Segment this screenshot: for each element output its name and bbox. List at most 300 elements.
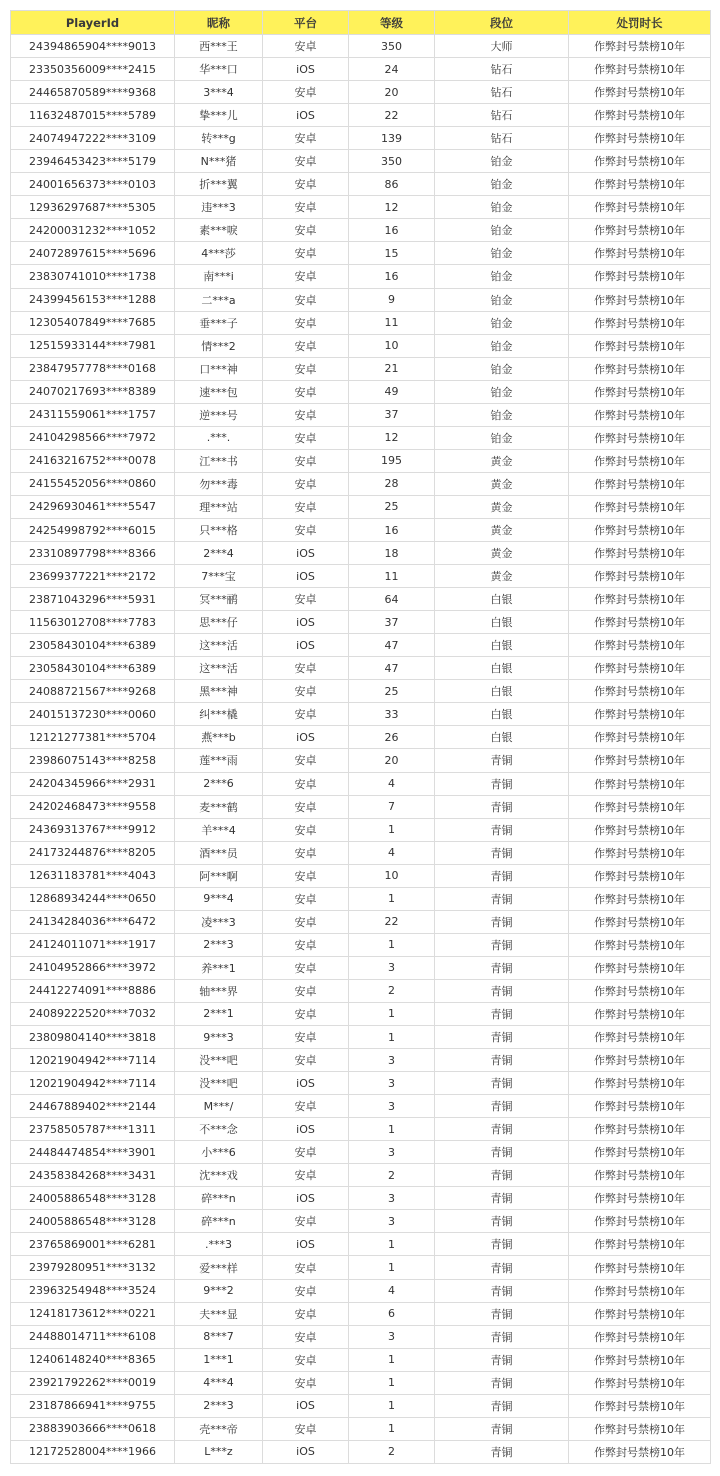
cell-platform: 安卓 bbox=[263, 127, 349, 150]
cell-player-id: 24465870589****9368 bbox=[11, 81, 175, 104]
cell-level: 2 bbox=[349, 1440, 435, 1463]
cell-level: 1 bbox=[349, 1233, 435, 1256]
cell-player-id: 23963254948****3524 bbox=[11, 1279, 175, 1302]
cell-player-id: 24155452056****0860 bbox=[11, 472, 175, 495]
cell-penalty: 作弊封号禁榜10年 bbox=[569, 426, 711, 449]
cell-nickname: 夫***显 bbox=[175, 1302, 263, 1325]
header-row bbox=[11, 11, 711, 35]
table-row bbox=[11, 703, 711, 726]
cell-penalty: 作弊封号禁榜10年 bbox=[569, 864, 711, 887]
table-row bbox=[11, 1072, 711, 1095]
cell-level: 12 bbox=[349, 196, 435, 219]
cell-level: 3 bbox=[349, 1187, 435, 1210]
cell-player-id: 24311559061****1757 bbox=[11, 403, 175, 426]
cell-nickname: 3***4 bbox=[175, 81, 263, 104]
cell-player-id: 24254998792****6015 bbox=[11, 518, 175, 541]
cell-platform: iOS bbox=[263, 1187, 349, 1210]
cell-level: 3 bbox=[349, 1325, 435, 1348]
cell-platform: 安卓 bbox=[263, 1371, 349, 1394]
cell-player-id: 12021904942****7114 bbox=[11, 1049, 175, 1072]
cell-penalty: 作弊封号禁榜10年 bbox=[569, 196, 711, 219]
cell-rank: 青铜 bbox=[435, 956, 569, 979]
cell-level: 28 bbox=[349, 472, 435, 495]
table-row bbox=[11, 933, 711, 956]
cell-nickname: 小***6 bbox=[175, 1141, 263, 1164]
cell-penalty: 作弊封号禁榜10年 bbox=[569, 933, 711, 956]
cell-rank: 青铜 bbox=[435, 818, 569, 841]
cell-rank: 青铜 bbox=[435, 1233, 569, 1256]
cell-penalty: 作弊封号禁榜10年 bbox=[569, 1026, 711, 1049]
cell-penalty: 作弊封号禁榜10年 bbox=[569, 1118, 711, 1141]
cell-level: 86 bbox=[349, 173, 435, 196]
cell-penalty: 作弊封号禁榜10年 bbox=[569, 81, 711, 104]
table-row bbox=[11, 472, 711, 495]
table-row bbox=[11, 1095, 711, 1118]
cell-platform: 安卓 bbox=[263, 242, 349, 265]
cell-penalty: 作弊封号禁榜10年 bbox=[569, 127, 711, 150]
table-row bbox=[11, 588, 711, 611]
cell-level: 37 bbox=[349, 611, 435, 634]
cell-rank: 青铜 bbox=[435, 1279, 569, 1302]
cell-platform: iOS bbox=[263, 1233, 349, 1256]
cell-penalty: 作弊封号禁榜10年 bbox=[569, 1049, 711, 1072]
cell-rank: 白银 bbox=[435, 588, 569, 611]
table-row bbox=[11, 196, 711, 219]
table-row bbox=[11, 150, 711, 173]
cell-level: 3 bbox=[349, 1141, 435, 1164]
cell-rank: 青铜 bbox=[435, 1210, 569, 1233]
cell-level: 1 bbox=[349, 1118, 435, 1141]
cell-nickname: 江***书 bbox=[175, 449, 263, 472]
cell-player-id: 23921792262****0019 bbox=[11, 1371, 175, 1394]
cell-platform: 安卓 bbox=[263, 1164, 349, 1187]
cell-rank: 铂金 bbox=[435, 265, 569, 288]
table-row bbox=[11, 1417, 711, 1440]
cell-nickname: 9***4 bbox=[175, 887, 263, 910]
cell-level: 22 bbox=[349, 910, 435, 933]
table-row bbox=[11, 58, 711, 81]
cell-penalty: 作弊封号禁榜10年 bbox=[569, 242, 711, 265]
cell-nickname: 碎***n bbox=[175, 1187, 263, 1210]
cell-penalty: 作弊封号禁榜10年 bbox=[569, 1440, 711, 1463]
cell-rank: 铂金 bbox=[435, 334, 569, 357]
cell-level: 16 bbox=[349, 265, 435, 288]
cell-rank: 青铜 bbox=[435, 1095, 569, 1118]
cell-penalty: 作弊封号禁榜10年 bbox=[569, 657, 711, 680]
cell-rank: 铂金 bbox=[435, 426, 569, 449]
cell-rank: 铂金 bbox=[435, 242, 569, 265]
cell-penalty: 作弊封号禁榜10年 bbox=[569, 703, 711, 726]
cell-platform: 安卓 bbox=[263, 449, 349, 472]
cell-rank: 青铜 bbox=[435, 1026, 569, 1049]
cell-level: 9 bbox=[349, 288, 435, 311]
cell-platform: 安卓 bbox=[263, 219, 349, 242]
cell-platform: 安卓 bbox=[263, 472, 349, 495]
cell-rank: 白银 bbox=[435, 611, 569, 634]
table-row bbox=[11, 265, 711, 288]
cell-player-id: 24467889402****2144 bbox=[11, 1095, 175, 1118]
cell-nickname: 燕***b bbox=[175, 726, 263, 749]
cell-level: 18 bbox=[349, 542, 435, 565]
table-row bbox=[11, 749, 711, 772]
table-row bbox=[11, 1049, 711, 1072]
header-level: 等级 bbox=[349, 11, 435, 35]
cell-nickname: 这***活 bbox=[175, 634, 263, 657]
cell-player-id: 11563012708****7783 bbox=[11, 611, 175, 634]
cell-nickname: 4***4 bbox=[175, 1371, 263, 1394]
cell-player-id: 24001656373****0103 bbox=[11, 173, 175, 196]
cell-rank: 黄金 bbox=[435, 472, 569, 495]
cell-player-id: 24488014711****6108 bbox=[11, 1325, 175, 1348]
cell-nickname: 壳***帝 bbox=[175, 1417, 263, 1440]
table-row bbox=[11, 887, 711, 910]
cell-level: 49 bbox=[349, 380, 435, 403]
cell-rank: 铂金 bbox=[435, 311, 569, 334]
cell-nickname: 碎***n bbox=[175, 1210, 263, 1233]
cell-rank: 白银 bbox=[435, 680, 569, 703]
cell-platform: 安卓 bbox=[263, 772, 349, 795]
cell-player-id: 24104298566****7972 bbox=[11, 426, 175, 449]
cell-platform: 安卓 bbox=[263, 81, 349, 104]
cell-rank: 钻石 bbox=[435, 104, 569, 127]
table-body bbox=[11, 35, 711, 1464]
cell-level: 350 bbox=[349, 150, 435, 173]
cell-penalty: 作弊封号禁榜10年 bbox=[569, 565, 711, 588]
cell-penalty: 作弊封号禁榜10年 bbox=[569, 1187, 711, 1210]
cell-rank: 青铜 bbox=[435, 1187, 569, 1210]
cell-rank: 黄金 bbox=[435, 542, 569, 565]
cell-player-id: 24005886548****3128 bbox=[11, 1210, 175, 1233]
cell-nickname: 2***4 bbox=[175, 542, 263, 565]
cell-player-id: 24200031232****1052 bbox=[11, 219, 175, 242]
cell-platform: iOS bbox=[263, 104, 349, 127]
cell-nickname: 情***2 bbox=[175, 334, 263, 357]
cell-level: 350 bbox=[349, 35, 435, 58]
cell-player-id: 23187866941****9755 bbox=[11, 1394, 175, 1417]
table-row bbox=[11, 657, 711, 680]
cell-level: 1 bbox=[349, 1026, 435, 1049]
table-row bbox=[11, 910, 711, 933]
cell-level: 4 bbox=[349, 772, 435, 795]
cell-nickname: 轴***界 bbox=[175, 979, 263, 1002]
cell-penalty: 作弊封号禁榜10年 bbox=[569, 910, 711, 933]
cell-platform: iOS bbox=[263, 611, 349, 634]
cell-penalty: 作弊封号禁榜10年 bbox=[569, 1072, 711, 1095]
cell-nickname: 转***g bbox=[175, 127, 263, 150]
cell-player-id: 24005886548****3128 bbox=[11, 1187, 175, 1210]
cell-nickname: 2***3 bbox=[175, 1394, 263, 1417]
cell-level: 2 bbox=[349, 1164, 435, 1187]
cell-platform: 安卓 bbox=[263, 749, 349, 772]
cell-penalty: 作弊封号禁榜10年 bbox=[569, 1002, 711, 1025]
cell-player-id: 24296930461****5547 bbox=[11, 495, 175, 518]
cell-platform: iOS bbox=[263, 726, 349, 749]
cell-penalty: 作弊封号禁榜10年 bbox=[569, 841, 711, 864]
cell-player-id: 23699377221****2172 bbox=[11, 565, 175, 588]
cell-player-id: 12172528004****1966 bbox=[11, 1440, 175, 1463]
table-row bbox=[11, 611, 711, 634]
cell-rank: 黄金 bbox=[435, 565, 569, 588]
cell-platform: 安卓 bbox=[263, 380, 349, 403]
cell-rank: 青铜 bbox=[435, 1118, 569, 1141]
cell-platform: 安卓 bbox=[263, 1002, 349, 1025]
cell-nickname: 黑***神 bbox=[175, 680, 263, 703]
cell-platform: 安卓 bbox=[263, 403, 349, 426]
cell-penalty: 作弊封号禁榜10年 bbox=[569, 104, 711, 127]
cell-rank: 青铜 bbox=[435, 1141, 569, 1164]
cell-level: 47 bbox=[349, 657, 435, 680]
table-row bbox=[11, 542, 711, 565]
cell-rank: 青铜 bbox=[435, 1164, 569, 1187]
cell-level: 47 bbox=[349, 634, 435, 657]
cell-platform: 安卓 bbox=[263, 265, 349, 288]
cell-nickname: 2***6 bbox=[175, 772, 263, 795]
cell-level: 16 bbox=[349, 219, 435, 242]
cell-penalty: 作弊封号禁榜10年 bbox=[569, 1348, 711, 1371]
cell-player-id: 12936297687****5305 bbox=[11, 196, 175, 219]
table-row bbox=[11, 242, 711, 265]
cell-nickname: 纠***橇 bbox=[175, 703, 263, 726]
cell-platform: 安卓 bbox=[263, 196, 349, 219]
cell-rank: 白银 bbox=[435, 703, 569, 726]
cell-level: 15 bbox=[349, 242, 435, 265]
cell-platform: 安卓 bbox=[263, 1279, 349, 1302]
cell-nickname: 冥***鹂 bbox=[175, 588, 263, 611]
cell-penalty: 作弊封号禁榜10年 bbox=[569, 334, 711, 357]
cell-rank: 青铜 bbox=[435, 795, 569, 818]
header-platform: 平台 bbox=[263, 11, 349, 35]
table-row bbox=[11, 726, 711, 749]
table-row bbox=[11, 449, 711, 472]
cell-nickname: 麦***鹤 bbox=[175, 795, 263, 818]
header-penalty: 处罚时长 bbox=[569, 11, 711, 35]
cell-nickname: 华***口 bbox=[175, 58, 263, 81]
cell-penalty: 作弊封号禁榜10年 bbox=[569, 380, 711, 403]
cell-level: 22 bbox=[349, 104, 435, 127]
cell-penalty: 作弊封号禁榜10年 bbox=[569, 1095, 711, 1118]
cell-nickname: 违***3 bbox=[175, 196, 263, 219]
cell-nickname: M***/ bbox=[175, 1095, 263, 1118]
cell-rank: 白银 bbox=[435, 726, 569, 749]
cell-penalty: 作弊封号禁榜10年 bbox=[569, 472, 711, 495]
cell-penalty: 作弊封号禁榜10年 bbox=[569, 403, 711, 426]
cell-penalty: 作弊封号禁榜10年 bbox=[569, 1279, 711, 1302]
cell-nickname: 勿***毒 bbox=[175, 472, 263, 495]
cell-level: 3 bbox=[349, 1049, 435, 1072]
cell-penalty: 作弊封号禁榜10年 bbox=[569, 265, 711, 288]
header-nickname: 昵称 bbox=[175, 11, 263, 35]
table-row bbox=[11, 1394, 711, 1417]
table-row bbox=[11, 219, 711, 242]
table-row bbox=[11, 1118, 711, 1141]
ban-list-table bbox=[10, 10, 711, 1464]
cell-rank: 青铜 bbox=[435, 910, 569, 933]
cell-level: 24 bbox=[349, 58, 435, 81]
cell-level: 2 bbox=[349, 979, 435, 1002]
cell-player-id: 23350356009****2415 bbox=[11, 58, 175, 81]
cell-rank: 青铜 bbox=[435, 864, 569, 887]
cell-nickname: 没***吧 bbox=[175, 1049, 263, 1072]
cell-player-id: 24074947222****3109 bbox=[11, 127, 175, 150]
cell-rank: 青铜 bbox=[435, 1348, 569, 1371]
cell-penalty: 作弊封号禁榜10年 bbox=[569, 749, 711, 772]
cell-platform: 安卓 bbox=[263, 1348, 349, 1371]
cell-platform: iOS bbox=[263, 565, 349, 588]
cell-player-id: 23058430104****6389 bbox=[11, 657, 175, 680]
table-row bbox=[11, 403, 711, 426]
cell-platform: 安卓 bbox=[263, 1256, 349, 1279]
cell-rank: 铂金 bbox=[435, 403, 569, 426]
cell-player-id: 24104952866****3972 bbox=[11, 956, 175, 979]
table-row bbox=[11, 1233, 711, 1256]
cell-penalty: 作弊封号禁榜10年 bbox=[569, 219, 711, 242]
cell-rank: 大师 bbox=[435, 35, 569, 58]
cell-penalty: 作弊封号禁榜10年 bbox=[569, 495, 711, 518]
cell-platform: 安卓 bbox=[263, 979, 349, 1002]
cell-level: 1 bbox=[349, 1371, 435, 1394]
cell-level: 3 bbox=[349, 1210, 435, 1233]
cell-platform: 安卓 bbox=[263, 1210, 349, 1233]
table-row bbox=[11, 380, 711, 403]
cell-platform: 安卓 bbox=[263, 864, 349, 887]
cell-rank: 黄金 bbox=[435, 518, 569, 541]
cell-level: 1 bbox=[349, 1256, 435, 1279]
cell-nickname: L***z bbox=[175, 1440, 263, 1463]
cell-nickname: 2***3 bbox=[175, 933, 263, 956]
table-row bbox=[11, 795, 711, 818]
table-row bbox=[11, 357, 711, 380]
cell-platform: 安卓 bbox=[263, 1325, 349, 1348]
cell-rank: 青铜 bbox=[435, 1440, 569, 1463]
cell-rank: 青铜 bbox=[435, 933, 569, 956]
cell-player-id: 12418173612****0221 bbox=[11, 1302, 175, 1325]
table-row bbox=[11, 864, 711, 887]
cell-platform: 安卓 bbox=[263, 518, 349, 541]
cell-platform: 安卓 bbox=[263, 357, 349, 380]
cell-level: 11 bbox=[349, 565, 435, 588]
cell-level: 139 bbox=[349, 127, 435, 150]
cell-platform: iOS bbox=[263, 542, 349, 565]
cell-level: 1 bbox=[349, 887, 435, 910]
cell-rank: 铂金 bbox=[435, 380, 569, 403]
cell-penalty: 作弊封号禁榜10年 bbox=[569, 634, 711, 657]
cell-level: 1 bbox=[349, 818, 435, 841]
table-row bbox=[11, 495, 711, 518]
table-row bbox=[11, 1348, 711, 1371]
cell-platform: 安卓 bbox=[263, 657, 349, 680]
cell-level: 21 bbox=[349, 357, 435, 380]
cell-player-id: 23830741010****1738 bbox=[11, 265, 175, 288]
cell-nickname: N***猪 bbox=[175, 150, 263, 173]
table-row bbox=[11, 1302, 711, 1325]
cell-platform: 安卓 bbox=[263, 680, 349, 703]
cell-level: 37 bbox=[349, 403, 435, 426]
cell-level: 3 bbox=[349, 1095, 435, 1118]
cell-nickname: .***3 bbox=[175, 1233, 263, 1256]
cell-player-id: 24412274091****8886 bbox=[11, 979, 175, 1002]
cell-player-id: 12021904942****7114 bbox=[11, 1072, 175, 1095]
cell-player-id: 24089222520****7032 bbox=[11, 1002, 175, 1025]
cell-penalty: 作弊封号禁榜10年 bbox=[569, 1233, 711, 1256]
cell-penalty: 作弊封号禁榜10年 bbox=[569, 887, 711, 910]
cell-nickname: 凌***3 bbox=[175, 910, 263, 933]
cell-nickname: 羊***4 bbox=[175, 818, 263, 841]
cell-platform: 安卓 bbox=[263, 1302, 349, 1325]
cell-level: 1 bbox=[349, 933, 435, 956]
cell-level: 25 bbox=[349, 495, 435, 518]
cell-level: 25 bbox=[349, 680, 435, 703]
cell-player-id: 24394865904****9013 bbox=[11, 35, 175, 58]
cell-penalty: 作弊封号禁榜10年 bbox=[569, 1325, 711, 1348]
cell-nickname: 只***格 bbox=[175, 518, 263, 541]
cell-penalty: 作弊封号禁榜10年 bbox=[569, 1210, 711, 1233]
cell-player-id: 12406148240****8365 bbox=[11, 1348, 175, 1371]
cell-platform: iOS bbox=[263, 1072, 349, 1095]
cell-rank: 青铜 bbox=[435, 772, 569, 795]
cell-nickname: 爱***样 bbox=[175, 1256, 263, 1279]
table-row bbox=[11, 311, 711, 334]
cell-rank: 青铜 bbox=[435, 1417, 569, 1440]
cell-nickname: 二***a bbox=[175, 288, 263, 311]
cell-penalty: 作弊封号禁榜10年 bbox=[569, 542, 711, 565]
cell-nickname: 阿***啊 bbox=[175, 864, 263, 887]
cell-level: 6 bbox=[349, 1302, 435, 1325]
cell-penalty: 作弊封号禁榜10年 bbox=[569, 288, 711, 311]
cell-penalty: 作弊封号禁榜10年 bbox=[569, 611, 711, 634]
cell-player-id: 23058430104****6389 bbox=[11, 634, 175, 657]
cell-penalty: 作弊封号禁榜10年 bbox=[569, 1417, 711, 1440]
cell-platform: 安卓 bbox=[263, 1026, 349, 1049]
cell-rank: 黄金 bbox=[435, 495, 569, 518]
cell-nickname: 莲***雨 bbox=[175, 749, 263, 772]
cell-nickname: 逆***号 bbox=[175, 403, 263, 426]
cell-rank: 青铜 bbox=[435, 1302, 569, 1325]
header-player-id: PlayerId bbox=[11, 11, 175, 35]
cell-penalty: 作弊封号禁榜10年 bbox=[569, 1256, 711, 1279]
cell-player-id: 24088721567****9268 bbox=[11, 680, 175, 703]
cell-player-id: 23986075143****8258 bbox=[11, 749, 175, 772]
cell-level: 4 bbox=[349, 1279, 435, 1302]
cell-level: 26 bbox=[349, 726, 435, 749]
cell-platform: 安卓 bbox=[263, 288, 349, 311]
cell-penalty: 作弊封号禁榜10年 bbox=[569, 956, 711, 979]
table-row bbox=[11, 818, 711, 841]
cell-platform: iOS bbox=[263, 1118, 349, 1141]
cell-nickname: 7***宝 bbox=[175, 565, 263, 588]
cell-nickname: 不***念 bbox=[175, 1118, 263, 1141]
cell-player-id: 24399456153****1288 bbox=[11, 288, 175, 311]
cell-player-id: 24070217693****8389 bbox=[11, 380, 175, 403]
cell-player-id: 24204345966****2931 bbox=[11, 772, 175, 795]
cell-platform: 安卓 bbox=[263, 334, 349, 357]
cell-rank: 钻石 bbox=[435, 58, 569, 81]
cell-platform: 安卓 bbox=[263, 910, 349, 933]
cell-penalty: 作弊封号禁榜10年 bbox=[569, 979, 711, 1002]
cell-rank: 铂金 bbox=[435, 288, 569, 311]
cell-level: 16 bbox=[349, 518, 435, 541]
table-row bbox=[11, 1325, 711, 1348]
cell-player-id: 24124011071****1917 bbox=[11, 933, 175, 956]
cell-player-id: 12631183781****4043 bbox=[11, 864, 175, 887]
cell-rank: 青铜 bbox=[435, 749, 569, 772]
cell-penalty: 作弊封号禁榜10年 bbox=[569, 311, 711, 334]
cell-level: 33 bbox=[349, 703, 435, 726]
cell-rank: 青铜 bbox=[435, 1072, 569, 1095]
cell-penalty: 作弊封号禁榜10年 bbox=[569, 449, 711, 472]
cell-platform: 安卓 bbox=[263, 1141, 349, 1164]
table-row bbox=[11, 680, 711, 703]
table-row bbox=[11, 1002, 711, 1025]
